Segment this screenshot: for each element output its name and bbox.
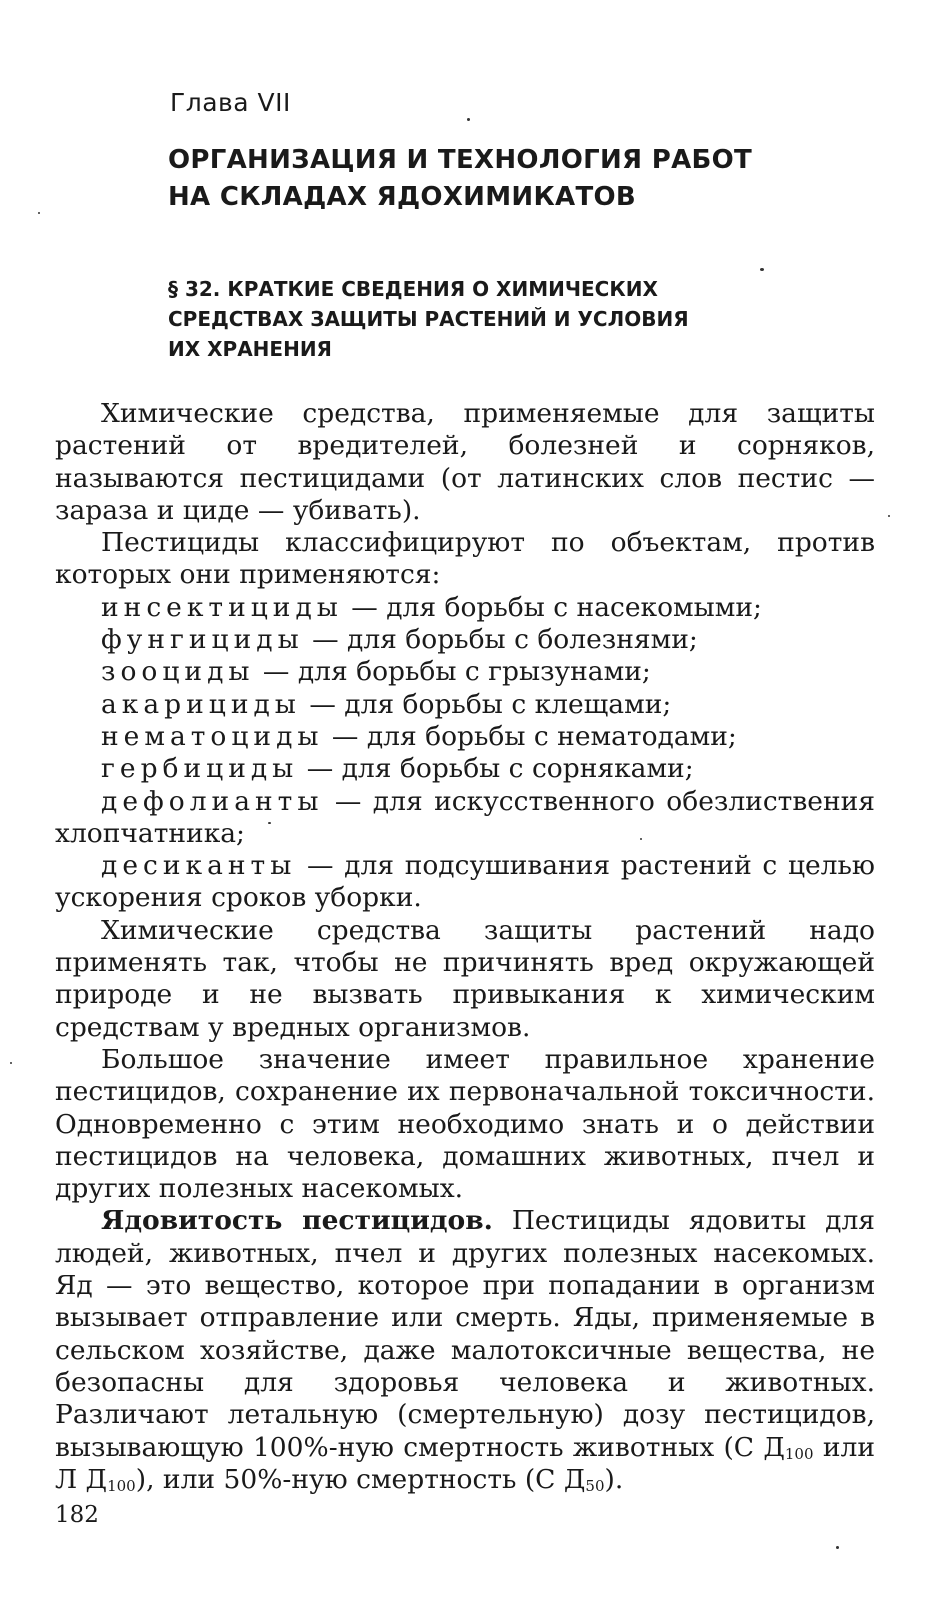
paragraph-text: ). [604, 1463, 624, 1495]
definition-text: — для борьбы с насекомыми; [342, 591, 762, 623]
section-title [168, 274, 808, 364]
definition-item [55, 592, 875, 624]
definition-item [55, 721, 875, 753]
definition-term: нематоциды [101, 720, 324, 752]
subscript: 50 [585, 1476, 605, 1495]
definition-term: гербициды [101, 753, 299, 785]
definition-text: — для искусственного обезлиствения хлопчатника; [55, 785, 875, 849]
definition-list [55, 592, 875, 915]
page-number: 182 [55, 1502, 99, 1528]
paragraph-lead: Ядовитость пестицидов. [101, 1205, 493, 1237]
definition-term: инсектициды [101, 591, 343, 623]
definition-text: — для подсушивания растений с целью ускорения сроков уборки. [55, 850, 875, 914]
paragraph [55, 1205, 875, 1496]
definition-term: акарициды [101, 688, 301, 720]
paragraph: Большое значение имеет правильное хранение пестицидов, сохранение их первоначальной токсичности. Одновременно с этим необходимо знать и о действии пестицидов на человека, домашних животных, пчел и других полезных насекомых. [55, 1043, 875, 1205]
print-speck [467, 118, 470, 121]
section-title-line: ИХ ХРАНЕНИЯ [168, 337, 332, 361]
paragraph: Пестициды классифицируют по объектам, против которых они применяются: [55, 527, 875, 591]
print-speck [836, 1546, 839, 1549]
definition-item [55, 786, 875, 851]
definition-item [55, 624, 875, 656]
definition-item [55, 656, 875, 688]
definition-term: дефолианты [101, 785, 324, 817]
print-speck [268, 822, 271, 824]
definition-term: зооциды [101, 656, 255, 688]
paragraph: Химические средства, применяемые для защиты растений от вредителей, болезней и сорняков, называются пестицидами (от латинских слов пестис — зараза и циде — убивать). [55, 398, 875, 526]
chapter-label: Глава VII [170, 88, 291, 117]
chapter-title-line: ОРГАНИЗАЦИЯ И ТЕХНОЛОГИЯ РАБОТ [168, 145, 753, 175]
definition-text: — для борьбы с сорняками; [298, 753, 694, 785]
paragraph-text: ), или 50%-ную смертность (С Д [135, 1463, 586, 1495]
definition-text: — для борьбы с клещами; [300, 688, 672, 720]
print-speck [10, 1062, 12, 1064]
definition-item [55, 850, 875, 915]
subscript: 100 [107, 1476, 136, 1495]
definition-item [55, 753, 875, 785]
definition-term: фунгициды [101, 624, 304, 656]
definition-text: — для борьбы с грызунами; [254, 656, 651, 688]
subscript: 100 [784, 1444, 814, 1463]
section-title-line: § 32. КРАТКИЕ СВЕДЕНИЯ О ХИМИЧЕСКИХ [168, 277, 658, 301]
definition-text: — для борьбы с нематодами; [323, 720, 737, 752]
chapter-title-line: НА СКЛАДАХ ЯДОХИМИКАТОВ [168, 182, 637, 212]
print-speck [640, 838, 642, 840]
chapter-title [168, 142, 808, 216]
definition-text: — для борьбы с болезнями; [303, 624, 698, 656]
definition-term: десиканты [101, 850, 297, 882]
print-speck [760, 268, 764, 271]
definition-item [55, 689, 875, 721]
section-title-line: СРЕДСТВАХ ЗАЩИТЫ РАСТЕНИЙ И УСЛОВИЯ [168, 307, 689, 331]
paragraph: Химические средства защиты растений надо применять так, чтобы не причинять вред окружающей природе и не вызвать привыкания к химическим средствам у вредных организмов. [55, 914, 875, 1043]
print-speck [38, 212, 40, 214]
print-speck [888, 515, 890, 517]
body-text [55, 398, 875, 1496]
paragraph-text: или Л Д [55, 1431, 875, 1495]
paragraph-text: Пестициды ядовиты для людей, животных, пчел и других полезных насекомых. Яд — это вещество, которое при попадании в организм вызывает отправление или смерть. Яды, применяемые в сельском хозяйстве, даже малотоксичные вещества, не безопасны для здоровья человека и животных. Различают летальную (смертельную) дозу пестицидов, вызывающую 100%-ную смертность животных (С Д [55, 1205, 875, 1463]
